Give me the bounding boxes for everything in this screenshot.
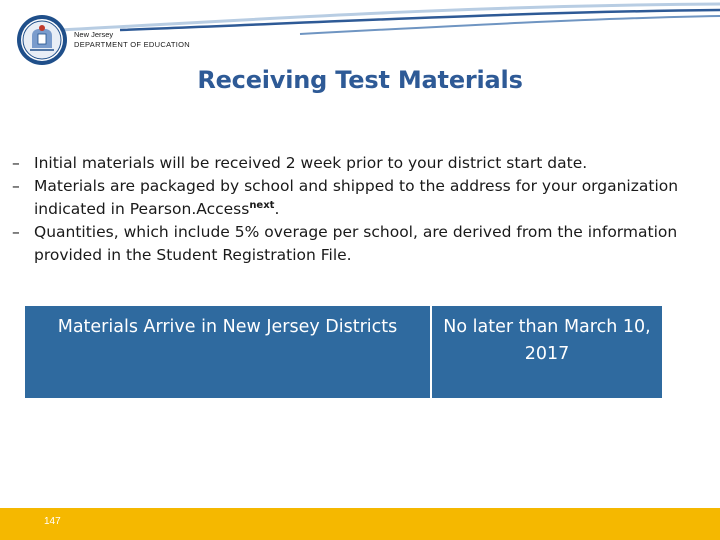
bullet-text: Quantities, which include 5% overage per school, are derived from the information provided in the Student Registration File.	[34, 223, 678, 264]
bullet-dash: –	[12, 223, 20, 241]
table-cell-event: Materials Arrive in New Jersey Districts	[25, 306, 431, 398]
organization-name	[74, 30, 190, 50]
slide-title: Receiving Test Materials	[197, 66, 523, 94]
table-cell-date: No later than March 10, 2017	[431, 306, 662, 398]
bullet-dash: –	[12, 154, 20, 172]
nj-state-seal-icon	[16, 14, 68, 66]
bullet-text: Materials are packaged by school and shipped to the address for your organization indicated in Pearson.Access	[34, 177, 679, 218]
bullet-dash: –	[12, 177, 20, 195]
materials-arrival-table	[25, 306, 662, 398]
page-number: 147	[44, 516, 61, 527]
bullet-list	[12, 152, 712, 267]
footer-bar	[0, 508, 720, 540]
org-state: New Jersey	[74, 30, 114, 39]
bullet-text: Initial materials will be received 2 week prior to your district start date.	[34, 154, 588, 172]
bullet-item	[12, 152, 712, 175]
bullet-item	[12, 221, 712, 267]
bullet-superscript: next	[249, 200, 275, 211]
table-row	[25, 306, 662, 398]
bullet-item	[12, 175, 712, 221]
org-department: DEPARTMENT OF EDUCATION	[74, 40, 190, 49]
bullet-tail: .	[274, 200, 280, 218]
